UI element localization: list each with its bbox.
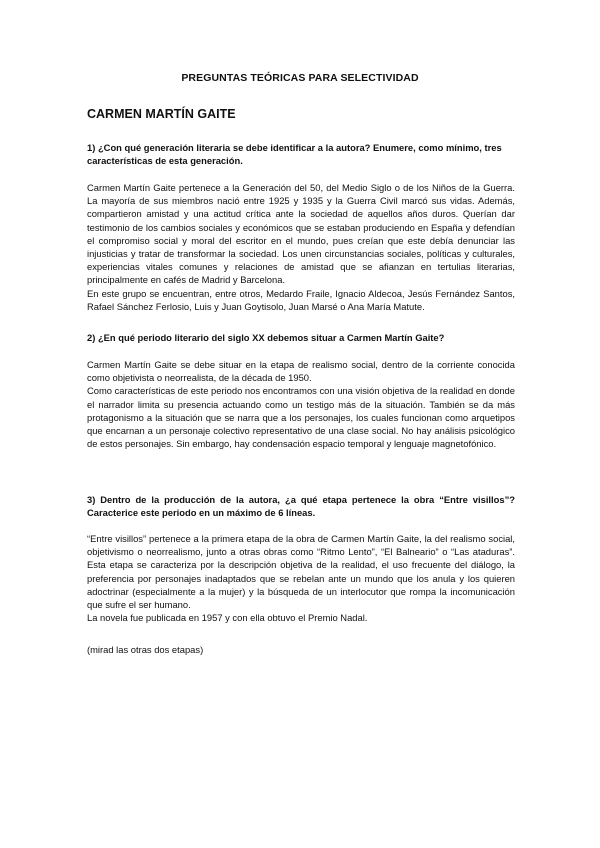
question-2 [87,331,515,344]
answer-2 [87,358,515,450]
answer-1-paragraph-1: Carmen Martín Gaite pertenece a la Generación del 50, del Medio Siglo o de los Niños de la Guerra. La mayoría de sus miembros nació entre 1925 y 1935 y la Guerra Civil marcó sus vidas. Además, compartieron amistad y una actitud crítica ante la sociedad de aquellos años duros. Querían dar testimonio de los cambios sociales y económicos que se estaban produciendo en España y defendían el compromiso social y moral del escritor en el mundo, pues creían que este debía denunciar las injusticias y tratar de transformar la sociedad. Los unen circunstancias sociales, políticas y culturales, experiencias vitales comunes y relaciones de amistad que se afianzan en tertulias literarias, principalmente en cafés de Madrid y Barcelona. [87,182,515,286]
answer-1 [87,181,515,313]
answer-3-paragraph-2: La novela fue publicada en 1957 y con ella obtuvo el Premio Nadal. [87,612,368,624]
author-heading: CARMEN MARTÍN GAITE [87,107,236,121]
answer-3-paragraph-1: “Entre visillos” pertenece a la primera etapa de la obra de Carmen Martín Gaite, la del realismo social, objetivismo o neorrealismo, junto a otras obras como “Ritmo Lento”, “El Balneario” o “Las ataduras”. Esta etapa se caracteriza por la descripción objetiva de la realidad, el uso frecuente del diálogo, la preferencia por personajes inadaptados que se rebelan ante un mundo que los anula y los quieren adoctrinar (especialmente a la mujer) y la búsqueda de un interlocutor que rompa la incomunicación que sufre el ser humano. [87,533,515,611]
answer-2-paragraph-1: Carmen Martín Gaite se debe situar en la etapa de realismo social, dentro de la corriente conocida como objetivista o neorrealista, de la década de 1950. [87,359,515,384]
answer-2-paragraph-2: Como características de este periodo nos encontramos con una visión objetiva de la realidad en donde el narrador limita su presencia actuando como un testigo más de la situación. También se da más protagonismo a la situación que se narra que a los personajes, los cuales funcionan como arquetipos que encarnan a un personaje colectivo representativo de una clase social. No hay análisis psicológico de estos personajes. Sin embargo, hay condensación espacio temporal y lenguaje magnetofónico. [87,385,515,450]
answer-1-paragraph-2: En este grupo se encuentran, entre otros, Medardo Fraile, Ignacio Aldecoa, Jesús Fernández Santos, Rafael Sánchez Ferlosio, Luis y Juan Goytisolo, Juan Marsé o Ana María Matute. [87,287,515,312]
question-2-text: 2) ¿En qué periodo literario del siglo XX debemos situar a Carmen Martín Gaite? [87,332,445,343]
closing-note [87,643,515,656]
question-3-text: 3) Dentro de la producción de la autora, ¿a qué etapa pertenece la obra “Entre visillos”? Caracterice este periodo en un máximo de 6 líneas. [87,494,515,519]
question-3 [87,493,515,519]
question-1-text: 1) ¿Con qué generación literaria se debe identificar a la autora? Enumere, como mínimo, tres características de esta generación. [87,142,502,167]
closing-note-text: (mirad las otras dos etapas) [87,644,204,655]
answer-3 [87,532,515,624]
question-1 [87,141,515,167]
document-title: PREGUNTAS TEÓRICAS PARA SELECTIVIDAD [181,72,419,84]
